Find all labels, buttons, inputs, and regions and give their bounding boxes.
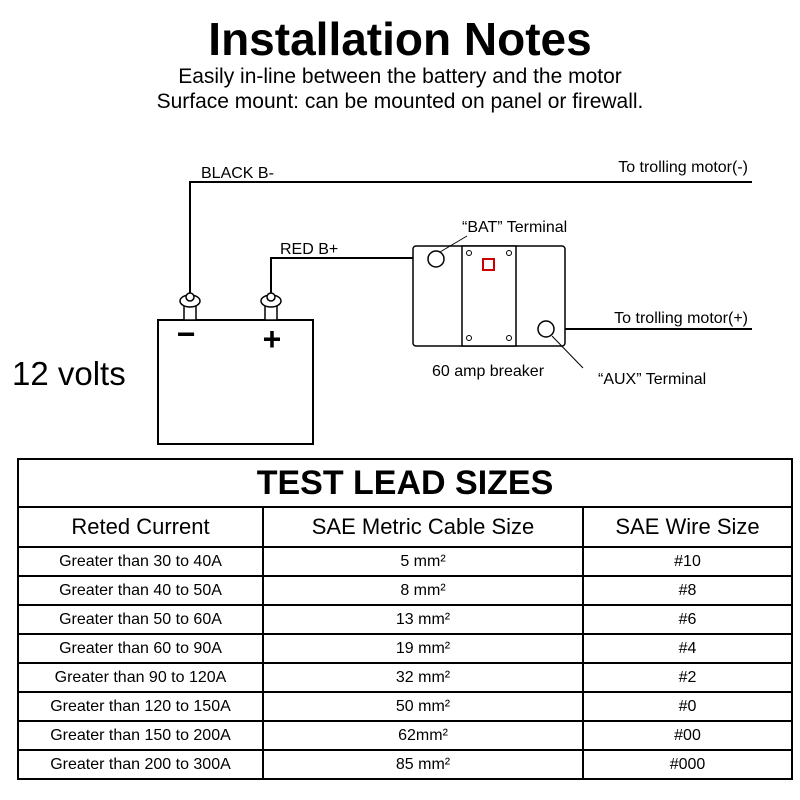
battery-voltage-label: 12 volts <box>12 355 126 392</box>
metric-cable-size-cell: 85 mm² <box>263 750 583 779</box>
wire-size-cell: #6 <box>583 605 792 634</box>
rated-current-cell: Greater than 60 to 90A <box>18 634 263 663</box>
table-body <box>18 547 792 779</box>
wire-size-cell: #8 <box>583 576 792 605</box>
metric-cable-size-cell: 50 mm² <box>263 692 583 721</box>
metric-cable-size-cell: 13 mm² <box>263 605 583 634</box>
rated-current-cell: Greater than 40 to 50A <box>18 576 263 605</box>
trip-indicator <box>483 259 494 270</box>
column-header-rated-current: Reted Current <box>18 507 263 547</box>
metric-cable-size-cell: 5 mm² <box>263 547 583 576</box>
red-wire-label: RED B+ <box>280 241 339 258</box>
wire-size-cell: #00 <box>583 721 792 750</box>
aux-terminal-leader <box>552 336 583 368</box>
plus-symbol: + <box>262 321 282 357</box>
metric-cable-size-cell: 32 mm² <box>263 663 583 692</box>
table-row <box>18 547 792 576</box>
rated-current-cell: Greater than 120 to 150A <box>18 692 263 721</box>
aux-terminal-stud <box>538 321 554 337</box>
subtitle-line-2: Surface mount: can be mounted on panel or firewall. <box>156 90 644 113</box>
to-motor-negative-label: To trolling motor(-) <box>618 159 748 176</box>
page-title: Installation Notes <box>208 13 592 65</box>
metric-cable-size-cell: 62mm² <box>263 721 583 750</box>
breaker-label: 60 amp breaker <box>431 363 545 380</box>
wire-size-cell: #0 <box>583 692 792 721</box>
metric-cable-size-cell: 19 mm² <box>263 634 583 663</box>
wire-size-cell: #4 <box>583 634 792 663</box>
rated-current-cell: Greater than 50 to 60A <box>18 605 263 634</box>
rated-current-cell: Greater than 150 to 200A <box>18 721 263 750</box>
wire-size-cell: #2 <box>583 663 792 692</box>
table-row <box>18 692 792 721</box>
bat-terminal-stud <box>428 251 444 267</box>
aux-terminal-label: “AUX” Terminal <box>598 371 707 388</box>
positive-terminal-post <box>261 293 281 320</box>
rated-current-cell: Greater than 200 to 300A <box>18 750 263 779</box>
table-row <box>18 576 792 605</box>
test-lead-sizes-table <box>17 458 793 780</box>
red-positive-wire <box>271 258 436 295</box>
table-row <box>18 634 792 663</box>
table-row <box>18 750 792 779</box>
black-wire-label: BLACK B- <box>201 165 274 182</box>
wire-size-cell: #000 <box>583 750 792 779</box>
column-header-metric-cable-size: SAE Metric Cable Size <box>263 507 583 547</box>
wire-size-cell: #10 <box>583 547 792 576</box>
metric-cable-size-cell: 8 mm² <box>263 576 583 605</box>
table-row <box>18 605 792 634</box>
bat-terminal-label: “BAT” Terminal <box>462 219 568 236</box>
to-motor-positive-label: To trolling motor(+) <box>614 310 748 327</box>
table-row <box>18 721 792 750</box>
rated-current-cell: Greater than 90 to 120A <box>18 663 263 692</box>
rated-current-cell: Greater than 30 to 40A <box>18 547 263 576</box>
table-title: TEST LEAD SIZES <box>18 459 792 507</box>
subtitle-line-1: Easily in-line between the battery and the motor <box>178 65 622 88</box>
table-row <box>18 663 792 692</box>
minus-symbol: − <box>176 316 196 352</box>
column-header-wire-size: SAE Wire Size <box>583 507 792 547</box>
